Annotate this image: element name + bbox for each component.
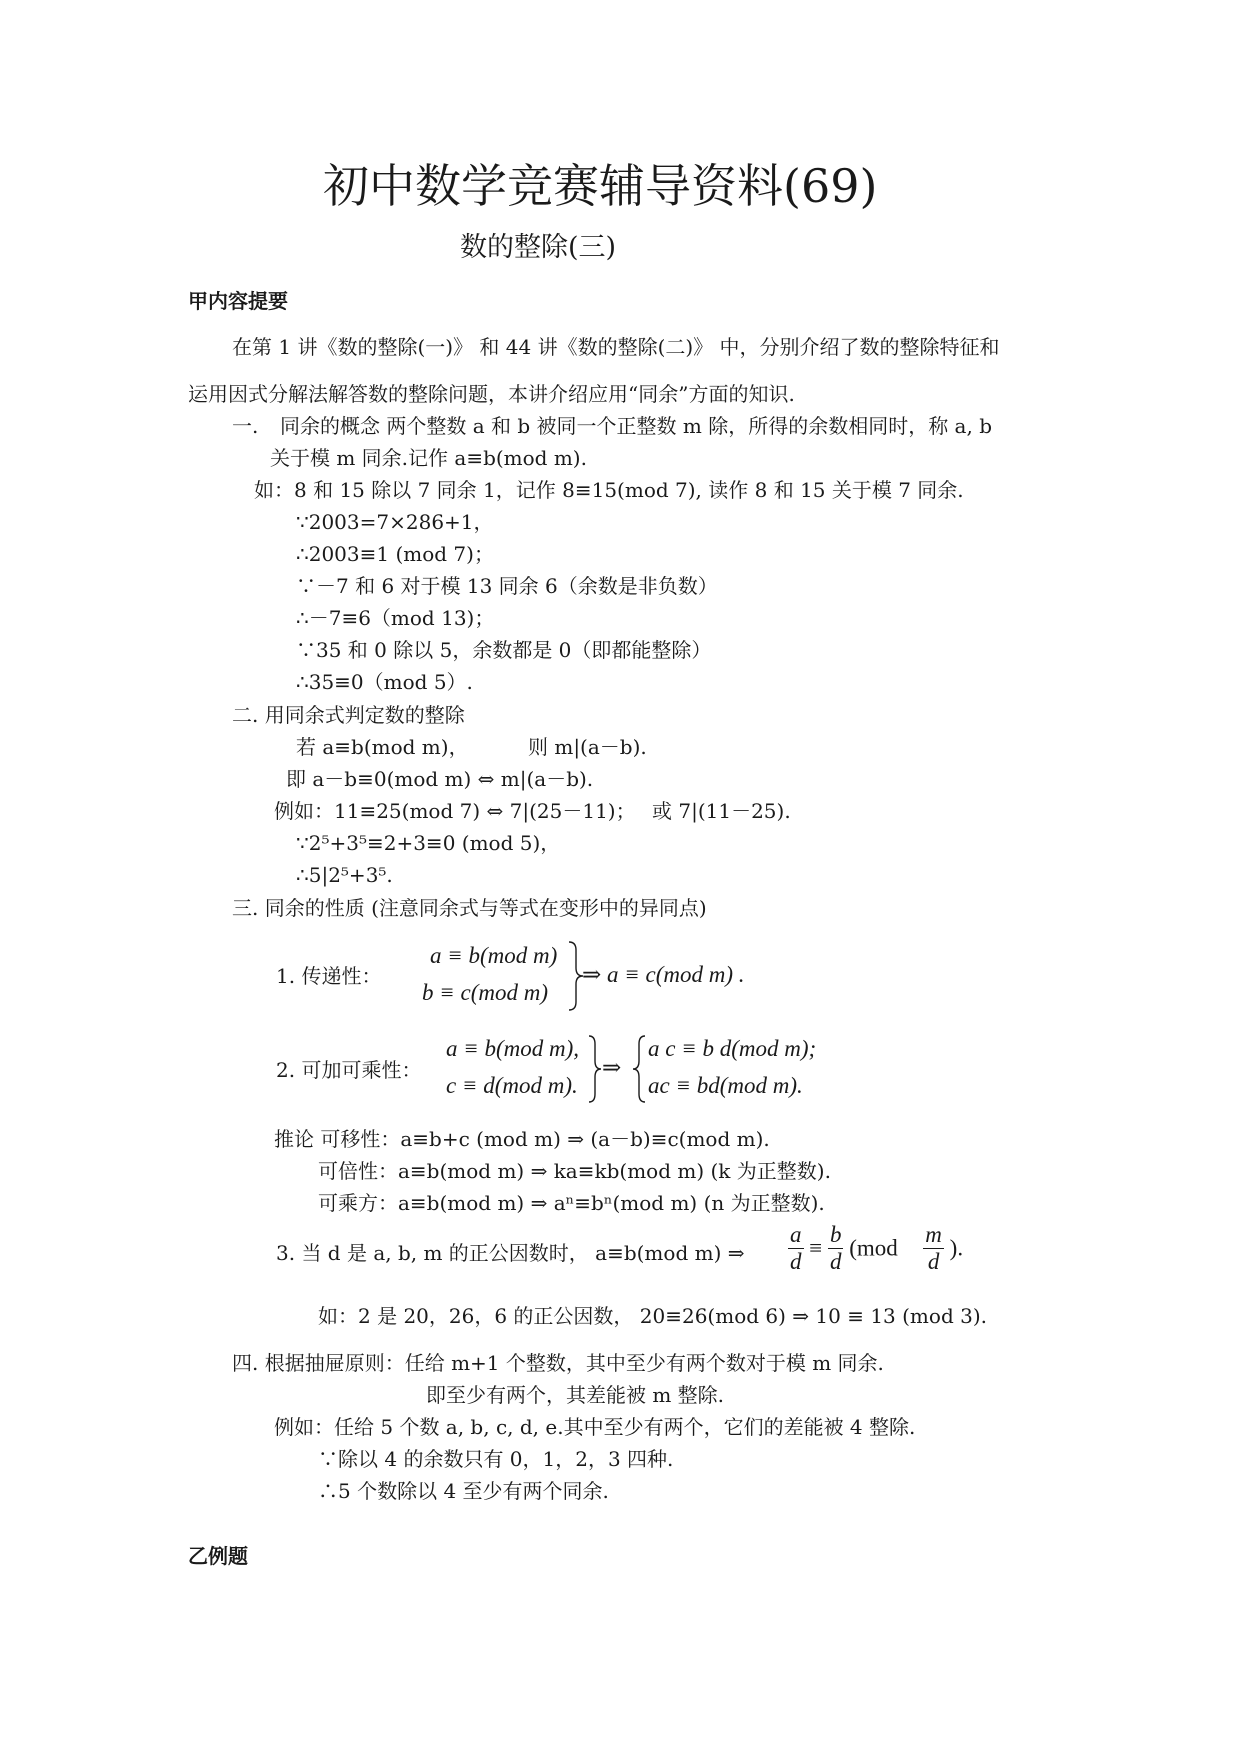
corollary-2: 可倍性：a≡b(mod m) ⇒ ka≡kb(mod m) (k 为正整数). — [318, 1159, 831, 1183]
property-1-result: ⇒ a ≡ c(mod m) . — [582, 962, 745, 987]
part3-heading: 三. 同余的性质 (注意同余式与等式在变形中的异同点) — [232, 896, 707, 920]
part2-line-1b: 则 m|(a－b). — [528, 735, 647, 759]
part1-step-2: ∴2003≡1 (mod 7)； — [296, 542, 494, 566]
part1-example: 如：8 和 15 除以 7 同余 1，记作 8≡15(mod 7), 读作 8 和 15 关于模 7 同余. — [254, 478, 964, 502]
part1-line-2: 关于模 m 同余.记作 a≡b(mod m). — [270, 446, 587, 470]
part4-line-2: 即至少有两个，其差能被 m 整除. — [426, 1383, 725, 1407]
part4-line-4: ∵除以 4 的余数只有 0，1，2，3 四种. — [318, 1447, 674, 1471]
intro-line-1: 在第 1 讲《数的整除(一)》 和 44 讲《数的整除(二)》 中，分别介绍了数的整除特征和 — [232, 335, 1000, 359]
part1-step-6: ∴35≡0（mod 5）. — [296, 670, 473, 694]
page-title: 初中数学竞赛辅导资料(69) — [323, 159, 878, 213]
part2-line-3b: 或 7|(11－25). — [652, 799, 791, 823]
mod-keyword: (mod — [849, 1235, 898, 1261]
property-1-label: 1. 传递性： — [276, 964, 382, 988]
property-3-formula — [788, 1222, 963, 1275]
page-subtitle: 数的整除(三) — [460, 232, 617, 263]
part2-line-3a: 例如：11≡25(mod 7) ⇔ 7|(25－11)； — [274, 799, 636, 823]
part2-line-1a: 若 a≡b(mod m)， — [296, 735, 469, 759]
part4-line-3: 例如：任给 5 个数 a, b, c, d, e.其中至少有两个，它们的差能被 4 整除. — [274, 1415, 916, 1439]
section-heading-examples: 乙例题 — [188, 1544, 248, 1568]
closing-paren: ). — [949, 1235, 964, 1261]
corollary-3: 可乘方：a≡b(mod m) ⇒ aⁿ≡bⁿ(mod m) (n 为正整数). — [318, 1191, 825, 1215]
fraction-a-over-d: $\frac{a}{d}$ — [790, 1222, 802, 1274]
property-2-premise-2: c ≡ d(mod m). — [446, 1073, 578, 1098]
part2-line-2: 即 a－b≡0(mod m) ⇔ m|(a－b). — [286, 767, 594, 791]
part2-line-4: ∵2⁵+3⁵≡2+3≡0 (mod 5)， — [296, 831, 561, 855]
property-2-result-1: a c ≡ b d(mod m); — [648, 1036, 817, 1061]
part4-line-1: 四. 根据抽屉原则：任给 m+1 个整数，其中至少有两个数对于模 m 同余. — [232, 1351, 884, 1375]
intro-line-2: 运用因式分解法解答数的整除问题，本讲介绍应用“同余”方面的知识. — [188, 382, 795, 406]
property-3-text: 3. 当 d 是 a, b, m 的正公因数时， a≡b(mod m) ⇒ — [276, 1241, 745, 1265]
fraction-m-over-d: $\frac{m}{d}$ — [925, 1222, 942, 1274]
property-2-premise-1: a ≡ b(mod m), — [446, 1036, 580, 1061]
part4-line-5: ∴5 个数除以 4 至少有两个同余. — [318, 1479, 609, 1503]
part1-step-5: ∵35 和 0 除以 5，余数都是 0（即都能整除） — [296, 638, 712, 662]
part2-line-5: ∴5|2⁵+3⁵. — [296, 863, 393, 887]
property-2-implies: ⇒ — [602, 1055, 622, 1080]
part1-step-3: ∵－7 和 6 对于模 13 同余 6（余数是非负数） — [296, 574, 718, 598]
property-2-result-2: ac ≡ bd(mod m). — [648, 1073, 803, 1098]
property-1-premise-1: a ≡ b(mod m) — [430, 943, 558, 968]
fraction-b-over-d: $\frac{b}{d}$ — [829, 1222, 842, 1274]
part2-heading: 二. 用同余式判定数的整除 — [232, 703, 465, 727]
part1-line-1: 同余的概念 两个整数 a 和 b 被同一个正整数 m 除，所得的余数相同时，称 a, b — [280, 414, 992, 438]
part1-label: 一. — [232, 414, 259, 438]
part1-step-1: ∵2003=7×286+1， — [296, 510, 494, 534]
congruent-sign: ≡ — [809, 1235, 823, 1261]
part1-step-4: ∴－7≡6（mod 13)； — [296, 606, 495, 630]
left-brace-2 — [630, 1034, 648, 1104]
corollary-1: 推论 可移性：a≡b+c (mod m) ⇒ (a－b)≡c(mod m). — [274, 1127, 770, 1151]
section-heading-content: 甲内容提要 — [188, 289, 288, 313]
property-3-example: 如：2 是 20，26，6 的正公因数， 20≡26(mod 6) ⇒ 10 ≡ 13 (mod 3). — [318, 1304, 987, 1328]
property-1-premise-2: b ≡ c(mod m) — [422, 980, 549, 1005]
property-2-label: 2. 可加可乘性： — [276, 1058, 422, 1082]
